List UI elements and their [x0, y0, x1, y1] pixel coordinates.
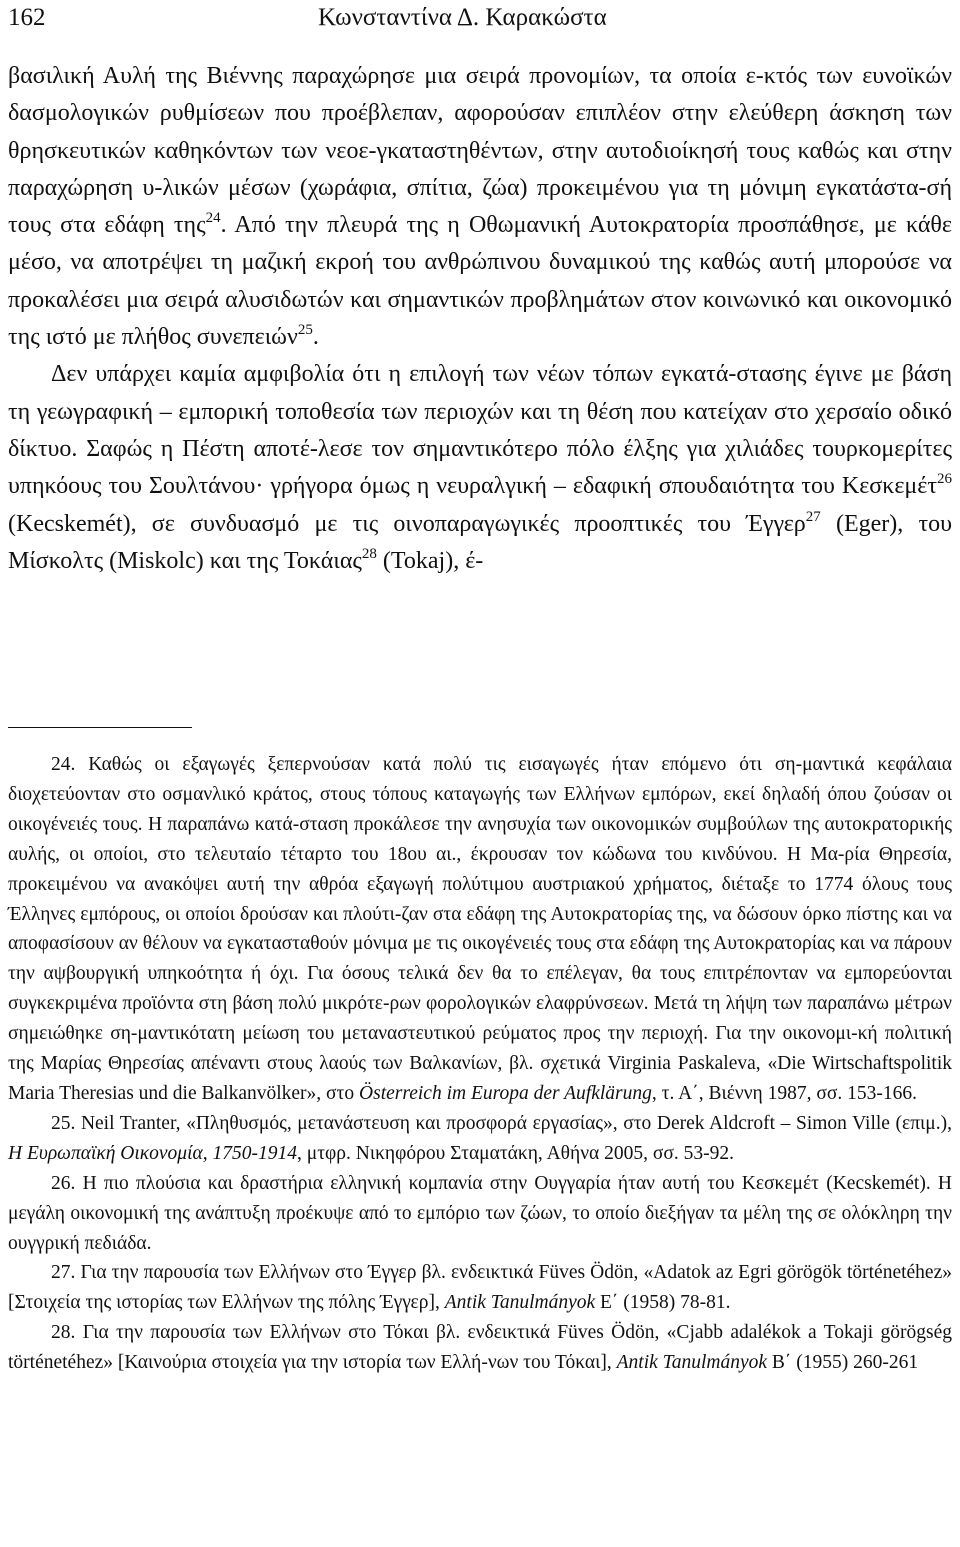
footnote-ref-27[interactable]: 27	[805, 508, 821, 525]
footnote-text: , μτφρ. Νικηφόρου Σταματάκη, Αθήνα 2005, σσ. 53-92.	[296, 1142, 735, 1164]
footnote-text: 25. Neil Tranter, «Πληθυσμός, μετανάστευση και προσφορά εργασίας», στο Derek Aldcroft – Simon Ville (επιμ.),	[51, 1112, 952, 1134]
footnote-25	[8, 1109, 952, 1169]
footnote-ref-28[interactable]: 28	[361, 545, 377, 562]
footnote-title: Antik Tanulmányok	[616, 1352, 768, 1374]
footnote-title: Antik Tanulmányok	[444, 1292, 596, 1314]
footnotes	[8, 750, 952, 1378]
paragraph-text: (Kecskemét), σε συνδυασμό με τις οινοπαραγωγικές προοπτικές του Έγγερ	[8, 510, 806, 537]
paragraph-text: (Tokaj), έ-	[376, 547, 484, 574]
footnote-24	[8, 750, 952, 1109]
footnote-text: Β΄ (1955) 260-261	[767, 1352, 919, 1374]
paragraph-continuation	[8, 58, 952, 356]
page-header	[8, 4, 952, 34]
footnote-ref-26[interactable]: 26	[937, 471, 952, 488]
footnote-separator	[8, 727, 192, 728]
paragraph	[8, 356, 952, 580]
footnote-28	[8, 1318, 952, 1378]
footnote-title: Österreich im Europa der Aufklärung	[359, 1082, 652, 1104]
footnote-ref-25[interactable]: 25	[297, 322, 313, 339]
footnote-text: Ε΄ (1958) 78-81.	[595, 1292, 731, 1314]
running-head: Κωνσταντίνα Δ. Καρακώστα	[318, 4, 607, 31]
main-text	[8, 58, 952, 580]
paragraph-text: . Από την πλευρά της η Οθωμανική Αυτοκρατορία προσπάθησε, με κάθε μέσο, να αποτρέψει τη μαζική εκροή του ανθρώπινου δυναμικού της καθώς αυτή μπορούσε να προκαλέσει μια σειρά αλυσιδωτών και σημαντικών προβλημάτων στον κοινωνικό και οικονομικό της ιστό με πλήθος συνεπειών	[8, 212, 953, 351]
footnote-text: , τ. Α΄, Βιέννη 1987, σσ. 153-166.	[651, 1082, 918, 1104]
paragraph-text: Δεν υπάρχει καμία αμφιβολία ότι η επιλογή των νέων τόπων εγκατά-στασης έγινε με βάση τη γεωγραφική – εμπορική τοποθεσία των περιοχών και τη θέση που κατείχαν στο χερσαίο οδικό δίκτυο. Σαφώς η Πέστη αποτέ-λεσε τον σημαντικότερο πόλο έλξης για χιλιάδες τουρκομερίτες υπηκόους του Σουλτάνου· γρήγορα όμως η νευραλγική – εδαφική σπουδαιότητα του Κεσκεμέτ	[8, 361, 952, 500]
paragraph-text: (Eger), του Μίσκολτς (Miskolc) και της Τοκάιας	[8, 510, 952, 574]
footnote-text: 28. Για την παρουσία των Ελλήνων στο Τόκαι βλ. ενδεικτικά Füves Ödön, «Cjabb adalékok a Tokaji görögség történetéhez» [Καινούρια στοιχεία για την ιστορία των Ελλή-νων του Τόκαι],	[8, 1322, 952, 1374]
footnote-ref-24[interactable]: 24	[205, 210, 221, 227]
footnote-title: Η Ευρωπαϊκή Οικονομία, 1750-1914	[8, 1142, 297, 1164]
footnote-text: 24. Καθώς οι εξαγωγές ξεπερνούσαν κατά πολύ τις εισαγωγές ήταν επόμενο ότι ση-μαντικά κεφάλαια διοχετεύονταν στο οσμανλικό κράτος, στους τόπους καταγωγής των Ελλήνων εμπόρων, εκεί δηλαδή όπου ζούσαν οι οικογένειές τους. Η παραπάνω κατά-σταση προκάλεσε την ανησυχία των οικονομικών συμβούλων της αυτοκρατορικής αυλής, οι οποίοι, στο τελευταίο τέταρτο του 18ου αι., έκρουσαν τον κώδωνα του κινδύνου. Η Μα-ρία Θηρεσία, προκειμένου να ανακόψει αυτή την αθρόα εξαγωγή πολύτιμου αυστριακού χρήματος, διέταξε το 1774 όλους τους Έλληνες εμπόρους, οι οποίοι δρούσαν και πλούτι-ζαν στα εδάφη της Αυτοκρατορίας της, να δώσουν όρκο πίστης και να αποφασίσουν αν θέλουν να εγκατασταθούν μόνιμα με τις οικογένειές τους στα εδάφη της Αυτοκρατορίας και να πάρουν την αψβουργική υπηκοότητα ή όχι. Για όσους τελικά δεν θα το επέλεγαν, θα τους επιτρέπονταν να εμπορεύονται συγκεκριμένα προϊόντα στη βάση πολύ μικρότε-ρων φορολογικών ελαφρύνσεων. Μετά τη λήψη των παραπάνω μέτρων σημειώθηκε ση-μαντικότατη μείωση του μεταναστευτικού ρεύματος προς την περιοχή. Για την οικονομι-κή πολιτική της Μαρίας Θηρεσίας απέναντι στους λαούς των Βαλκανίων, βλ. σχετικά Virginia Paskaleva, «Die Wirtschaftspolitik Maria Theresias und die Balkanvölker», στο	[8, 754, 952, 1104]
footnote-text: 27. Για την παρουσία των Ελλήνων στο Έγγερ βλ. ενδεικτικά Füves Ödön, «Adatok az Egri görögök történetéhez» [Στοιχεία της ιστορίας των Ελλήνων της πόλης Έγγερ],	[8, 1262, 952, 1314]
footnote-26: 26. Η πιο πλούσια και δραστήρια ελληνική κομπανία στην Ουγγαρία ήταν αυτή του Κεσκεμέτ (Kecskemét). Η μεγάλη οικονομική της ανάπτυξη προέκυψε από το εμπόριο των ζώων, το οποίο διεξήγαν τα μέλη της σε ολόκληρη την ουγγρική πεδιάδα.	[8, 1172, 952, 1254]
footnote-27	[8, 1258, 952, 1318]
page-number: 162	[8, 4, 46, 31]
paragraph-text: βασιλική Αυλή της Βιέννης παραχώρησε μια σειρά προνομίων, τα οποία ε-κτός των ευνοϊκών δασμολογικών ρυθμίσεων που προέβλεπαν, αφορούσαν επιπλέον στην ελεύθερη άσκηση των θρησκευτικών καθηκόντων των νεοε-γκαταστηθέντων, στην αυτοδιοίκησή τους καθώς και στην παραχώρηση υ-λικών μέσων (χωράφια, σπίτια, ζώα) προκειμένου για τη μόνιμη εγκατάστα-σή τους στα εδάφη της	[8, 63, 952, 239]
paragraph-text: .	[312, 324, 319, 351]
